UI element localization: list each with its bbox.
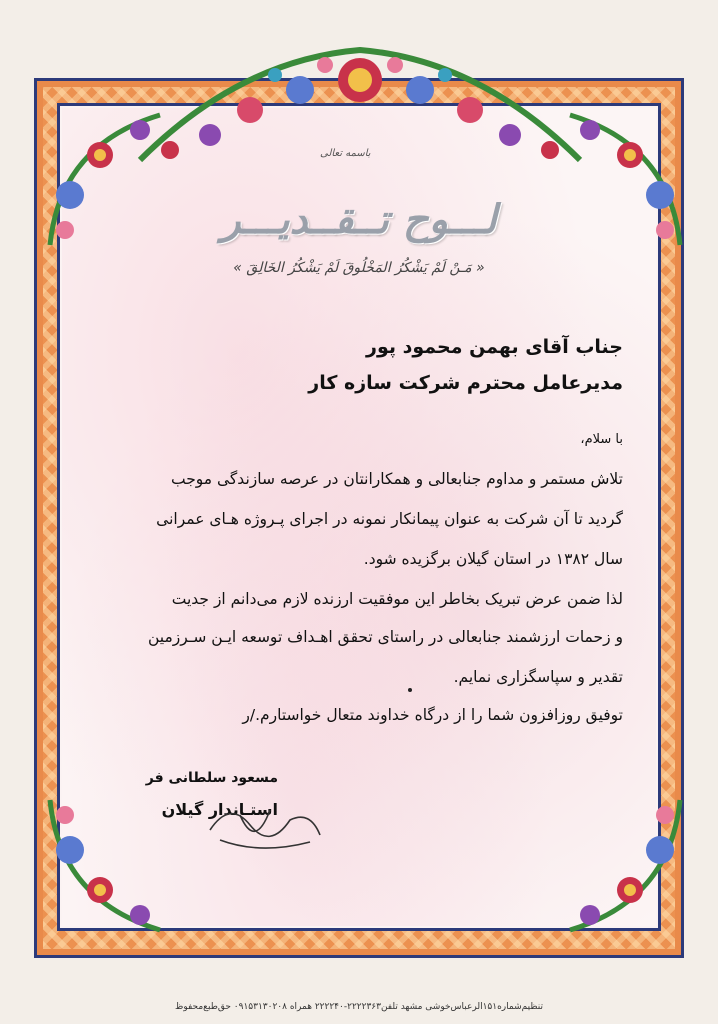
body-line: گردید تا آن شرکت به عنوان پیمانکار نمونه در اجرای پـروژه هـای عمرانی — [156, 510, 623, 528]
body-line: تلاش مستمر و مداوم جنابعالی و همکارانتان در عرصه سازندگی موجب — [170, 470, 623, 488]
greeting: با سلام، — [580, 432, 623, 447]
printer-footer: تنظیم‌شماره۱۵۱الرعباس‌خوشی مشهد تلفن۲۲۲۲۳۶۳-۲۲۲۲۴۰ همراه ۰۹۱۵۳۱۳۰۲۰۸ حق‌طبع‌محفوظ — [175, 1002, 543, 1012]
signer-title: استـاندار گیلان — [161, 800, 278, 819]
hadith-quote: « مَـنْ لَمْ يَشْكُرُ المَخْلُوقَ لَمْ يَشْكُرُ الخَالِقَ » — [233, 260, 485, 276]
handwritten-signature — [200, 780, 340, 860]
body-line: تقدیر و سپاسگزاری نمایم. — [453, 668, 623, 686]
certificate-title: لـــوح تــقــديـــر — [221, 196, 497, 243]
body-line: توفیق روزافزون شما را از درگاه خداوند متعال خواستارم./ر — [242, 706, 623, 724]
ink-dot — [408, 688, 412, 692]
basmala: باسمه تعالی — [320, 148, 371, 159]
recipient-name: جناب آقای بهمن محمود پور — [366, 336, 623, 358]
signer-name: مسعود سلطانی فر — [145, 770, 278, 786]
floral-ornament-bottom-right — [540, 790, 690, 940]
body-line: سال ۱۳۸۲ در استان گیلان برگزیده شود. — [363, 550, 623, 568]
body-line: و زحمات ارزشمند جنابعالی در راستای تحقق اهـداف توسعه ایـن سـرزمین — [148, 628, 623, 646]
recipient-position: مدیرعامل محترم شرکت سازه کار — [308, 372, 623, 394]
body-line: لذا ضمن عرض تبریک بخاطر این موفقیت ارزنده لازم می‌دانم از جدیت — [171, 590, 623, 608]
